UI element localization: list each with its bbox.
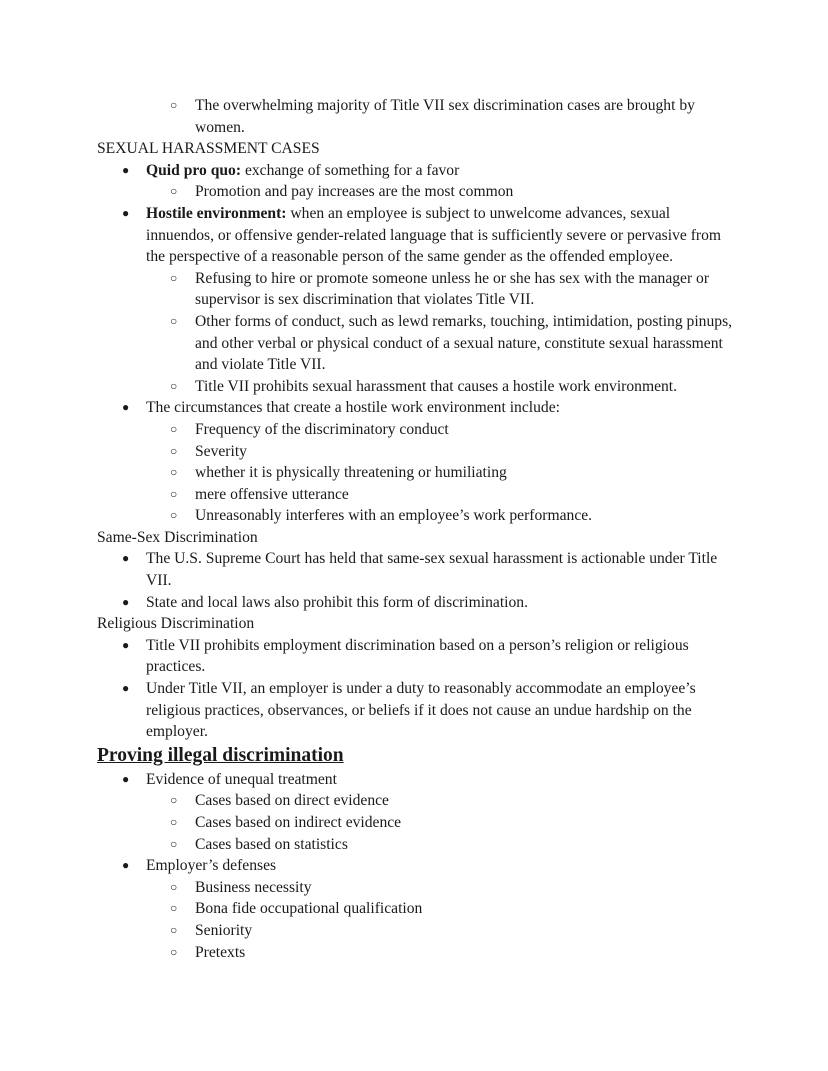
- list-item-text: Pretexts: [195, 943, 246, 961]
- bullet-icon: ●: [122, 205, 130, 220]
- list-item-text: The U.S. Supreme Court has held that same-sex sexual harassment is actionable under Title VII.: [146, 550, 718, 590]
- list-item: [0, 484, 828, 506]
- list-item-text: mere offensive utterance: [195, 485, 349, 503]
- list-item: [0, 790, 828, 812]
- list-item-text: Frequency of the discriminatory conduct: [195, 420, 449, 438]
- list-item-text: Cases based on indirect evidence: [195, 814, 402, 831]
- list-item: [0, 181, 828, 203]
- hollow-bullet-icon: ○: [170, 184, 178, 199]
- list-item: [0, 920, 828, 942]
- list-item: [0, 834, 828, 856]
- bullet-icon: ●: [122, 551, 130, 566]
- list-item: [0, 548, 828, 591]
- document-page: [0, 95, 828, 963]
- list-item-text: Under Title VII, an employer is under a duty to reasonably accommodate an employee’s religious practices, observances, or beliefs if it does not cause an undue hardship on the employer.: [146, 680, 696, 741]
- section-heading-sexual-harassment: SEXUAL HARASSMENT CASES: [97, 140, 320, 158]
- term-label: Hostile environment:: [146, 204, 287, 222]
- hollow-bullet-icon: ○: [170, 508, 178, 523]
- list-item: [0, 898, 828, 920]
- list-item: [0, 877, 828, 899]
- list-item: [0, 592, 828, 614]
- section-heading-proving: Proving illegal discrimination: [97, 744, 344, 766]
- hollow-bullet-icon: ○: [170, 944, 178, 959]
- hollow-bullet-icon: ○: [170, 465, 178, 480]
- bullet-icon: ●: [122, 400, 130, 415]
- hollow-bullet-icon: ○: [170, 836, 178, 851]
- hollow-bullet-icon: ○: [170, 378, 178, 393]
- list-item: [0, 160, 828, 182]
- bullet-icon: ●: [122, 637, 130, 652]
- list-item: [0, 376, 828, 398]
- list-item: [0, 678, 828, 743]
- bullet-icon: ●: [122, 858, 130, 873]
- list-item-text: Title VII prohibits employment discrimination based on a person’s religion or religious practices.: [146, 636, 689, 676]
- hollow-bullet-icon: ○: [170, 793, 178, 808]
- list-item-text: Cases based on statistics: [195, 835, 348, 853]
- bullet-icon: ●: [122, 681, 130, 696]
- list-item: [0, 268, 828, 311]
- list-item-text: Severity: [195, 442, 247, 460]
- list-item: [0, 419, 828, 441]
- list-item-text: Promotion and pay increases are the most common: [195, 183, 514, 201]
- list-item-text: exchange of something for a favor: [241, 161, 460, 179]
- hollow-bullet-icon: ○: [170, 922, 178, 937]
- list-item: [0, 462, 828, 484]
- list-item-text: State and local laws also prohibit this form of discrimination.: [146, 593, 528, 611]
- list-item-text: Cases based on direct evidence: [195, 792, 389, 810]
- term-label: Quid pro quo:: [146, 161, 242, 179]
- hollow-bullet-icon: ○: [170, 98, 178, 112]
- list-item-text: Seniority: [195, 921, 253, 939]
- list-item-text: The circumstances that create a hostile work environment include:: [146, 399, 560, 417]
- list-item: [0, 812, 828, 834]
- section-heading-same-sex: Same-Sex Discrimination: [97, 528, 258, 546]
- list-item-text: whether it is physically threatening or humiliating: [195, 464, 507, 482]
- list-item: [0, 942, 828, 964]
- list-item-text: Unreasonably interferes with an employee’s work performance.: [195, 507, 593, 525]
- hollow-bullet-icon: ○: [170, 879, 178, 894]
- hollow-bullet-icon: ○: [170, 486, 178, 501]
- hollow-bullet-icon: ○: [170, 270, 178, 285]
- list-item: [0, 95, 828, 138]
- bullet-icon: ●: [122, 162, 130, 177]
- hollow-bullet-icon: ○: [170, 443, 178, 458]
- hollow-bullet-icon: ○: [170, 421, 178, 436]
- list-item: [0, 441, 828, 463]
- list-item: [0, 769, 828, 791]
- list-item-text: when an employee is subject to unwelcome advances, sexual innuendos, or offensive gender-related language that is sufficiently severe or pervasive from the perspective of a reasonable person of the same gender as the offended employee.: [146, 204, 722, 266]
- list-item-text: The overwhelming majority of Title VII sex discrimination cases are brought by women.: [195, 97, 695, 136]
- list-item-text: Bona fide occupational qualification: [195, 900, 423, 918]
- list-item: [0, 635, 828, 678]
- list-item: [0, 855, 828, 877]
- bullet-icon: ●: [122, 771, 130, 786]
- list-item-text: Business necessity: [195, 878, 312, 896]
- list-item: [0, 203, 828, 268]
- hollow-bullet-icon: ○: [170, 313, 178, 328]
- list-item: [0, 397, 828, 419]
- list-item-text: Refusing to hire or promote someone unless he or she has sex with the manager or supervisor is sex discrimination that violates Title VII.: [195, 269, 710, 309]
- list-item-text: Evidence of unequal treatment: [146, 770, 337, 788]
- section-heading-religious: Religious Discrimination: [97, 615, 255, 633]
- hollow-bullet-icon: ○: [170, 815, 178, 829]
- bullet-icon: ●: [122, 594, 130, 609]
- list-item: [0, 505, 828, 527]
- list-item-text: Title VII prohibits sexual harassment that causes a hostile work environment.: [195, 377, 678, 395]
- list-item: [0, 311, 828, 376]
- list-item-text: Other forms of conduct, such as lewd remarks, touching, intimidation, posting pinups, and other verbal or physical conduct of a sexual nature, constitute sexual harassment and violate Title VII.: [195, 312, 733, 374]
- list-item-text: Employer’s defenses: [146, 857, 277, 875]
- hollow-bullet-icon: ○: [170, 901, 178, 916]
